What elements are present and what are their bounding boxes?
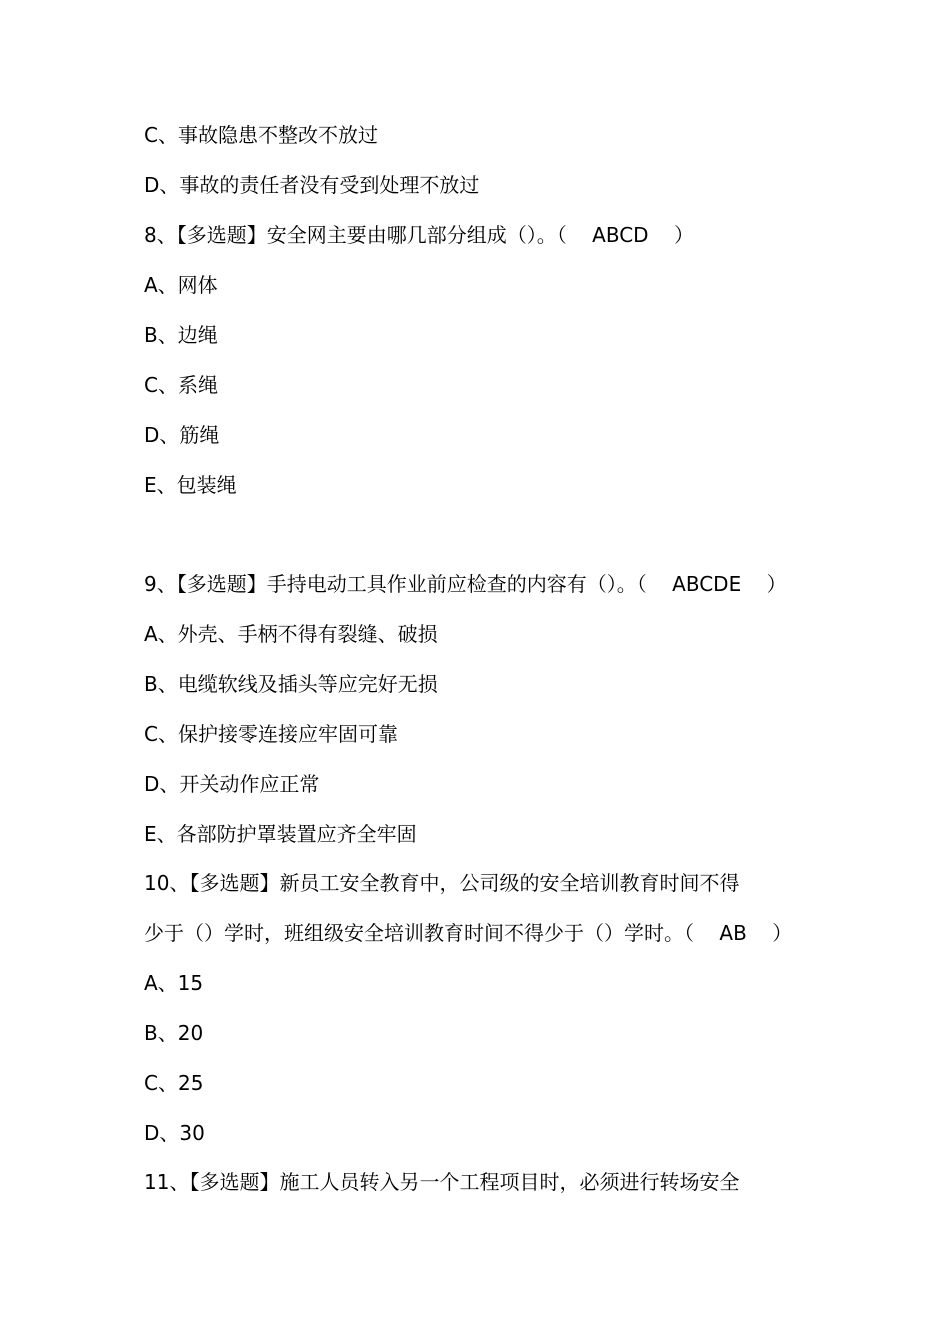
question-line: 9、【多选题】手持电动工具作业前应检查的内容有（）。（ ABCDE ）	[144, 572, 787, 596]
question-line: 10、【多选题】新员工安全教育中，公司级的安全培训教育时间不得	[144, 871, 740, 895]
option-line: D、筋绳	[144, 423, 220, 447]
option-line: D、开关动作应正常	[144, 772, 320, 796]
option-line: D、事故的责任者没有受到处理不放过	[144, 173, 480, 197]
option-line: D、30	[144, 1121, 205, 1145]
option-line: A、网体	[144, 273, 218, 297]
question-line: 11、【多选题】施工人员转入另一个工程项目时，必须进行转场安全	[144, 1170, 740, 1194]
option-line: A、外壳、手柄不得有裂缝、破损	[144, 622, 438, 646]
option-line: B、边绳	[144, 323, 218, 347]
option-line: C、系绳	[144, 373, 218, 397]
question-line: 少于（）学时，班组级安全培训教育时间不得少于（）学时。（ AB ）	[144, 921, 793, 945]
option-line: A、15	[144, 971, 204, 995]
option-line: C、25	[144, 1071, 204, 1095]
option-line: B、20	[144, 1021, 204, 1045]
question-line: 8、【多选题】安全网主要由哪几部分组成（）。（ ABCD ）	[144, 223, 694, 247]
option-line: E、包装绳	[144, 473, 237, 497]
option-line: B、电缆软线及插头等应完好无损	[144, 672, 438, 696]
option-line: C、事故隐患不整改不放过	[144, 123, 378, 147]
option-line: C、保护接零连接应牢固可靠	[144, 722, 398, 746]
option-line: E、各部防护罩装置应齐全牢固	[144, 822, 417, 846]
